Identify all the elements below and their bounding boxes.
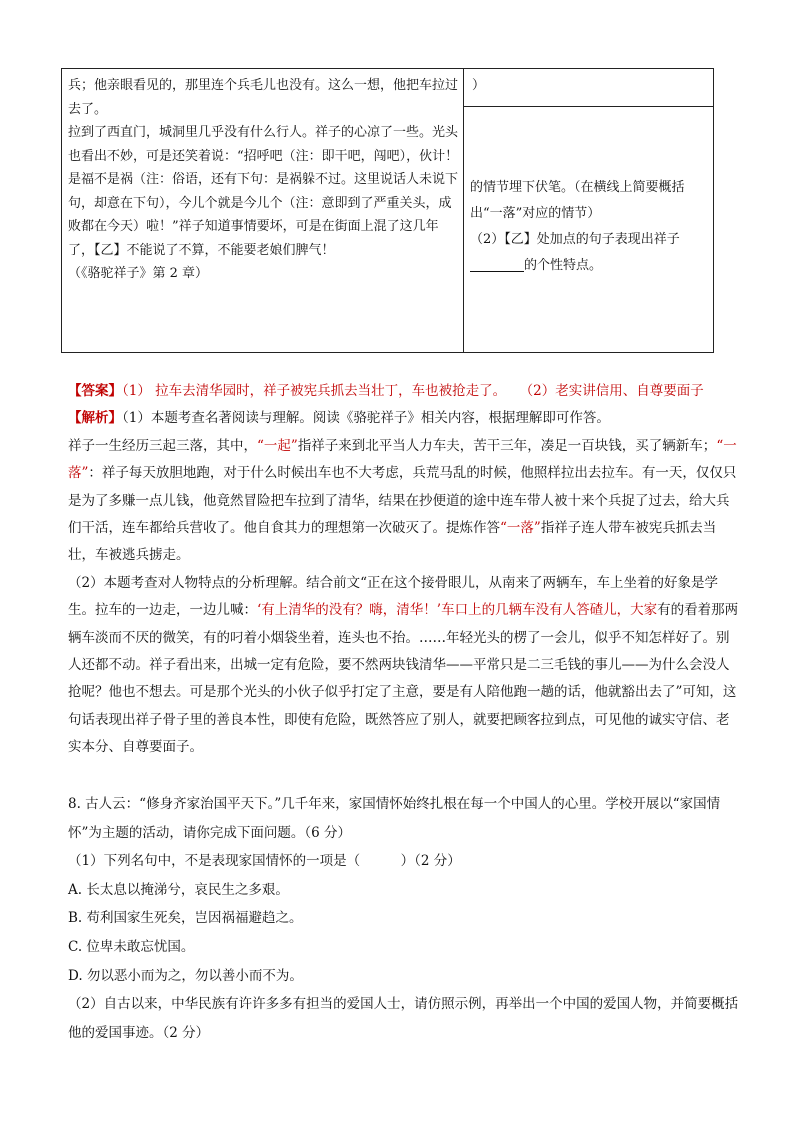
question-8-sub1: （1）下列名句中，不是表现家国情怀的一项是（ ）（2 分）	[68, 853, 461, 870]
analysis-p2-e: ：祥子每天放胆地跑，对于什么时候出车也不大考虑，兵荒马乱的时候，他照样拉出去拉车。有一天，仅仅只是为了多赚一点儿钱，他竟然冒险把车拉到了清华，结果在抄便道的途中连车带人被十来个兵捉了过去，给大兵们干活，连车都给兵营收了。他自食其力的理想第一次破灭了。提炼作答	[68, 465, 737, 537]
analysis-paragraph-2	[68, 433, 740, 570]
option-c: C. 位卑未敢忘忧国。	[68, 938, 195, 955]
passage-paragraph-2: 拉到了西直门，城洞里几乎没有什么行人。祥子的心凉了一些。光头也看出不妙，可是还笑着说：“招呼吧（注：即干吧，闯吧），伙计！是福不是祸（注：俗语，还有下句：是祸躲不过。这里说话人未说下句，却意在下句），今儿个就是今儿个（注：意即到了严重关头，成败都在今天）啦！”祥子知道事情要坏，可是在街面上混了这几年了，【乙】不能说了不算，不能要老娘们脾气！	[68, 125, 459, 258]
analysis-p3-c: 有的看着那两辆车淡而不厌的微笑，有的叼着小烟袋坐着，连头也不抬。……年轻光头的楞了一会儿，似乎不知怎样好了。别人还都不动。祥子看出来，出城一定有危险，要不然两块钱清华——平常只是二三毛钱的事儿——为什么会没人抢呢？他也不想去。可是那个光头的小伙子似乎打定了主意，要是有人陪他跑一趟的话，他就豁出去了”可知，这句话表现出祥子骨子里的善良本性，即使有危险，既然答应了别人，就要把顾客拉到点，可见他的诚实守信、老实本分、自尊要面子。	[68, 602, 739, 756]
analysis-p2-c: 指祥子来到北平当人力车夫，苦干三年，凑足一百块钱，买了辆新车；	[297, 437, 717, 454]
question-8-intro: 8. 古人云：“修身齐家治国平天下。”几千年来，家国情怀始终扎根在每一个中国人的心里。学校开展以“家国情怀”为主题的活动，请你完成下面问题。（6 分）	[68, 796, 721, 841]
analysis-paragraph-3	[68, 570, 740, 762]
question-8-sub2: （2）自古以来，中华民族有许许多多有担当的爱国人士，请仿照示例，再举出一个中国的爱国人物，并简要概括他的爱国事迹。（2 分）	[68, 996, 739, 1041]
option-a: A. 长太息以掩涕兮，哀民生之多艰。	[68, 881, 289, 898]
analysis-p3-a: （2）本题考查对人物特点的分析理解。结合前文“正在这个接骨眼儿，从南来了两辆车，车上坐着的好象是学生。拉车的一边走，一边儿喊：	[68, 574, 718, 619]
passage-cell	[68, 74, 460, 286]
question-table	[61, 68, 714, 353]
right-bottom-cell	[470, 175, 708, 279]
analysis-line-1	[68, 405, 740, 432]
analysis-p2-d: “一落”	[68, 437, 737, 482]
answer-analysis-section	[68, 378, 740, 762]
answer-blank	[470, 257, 524, 272]
table-column-divider	[463, 69, 464, 352]
analysis-p3-b: ‘有上清华的没有？嗨，清华！’车口上的几辆车没有人答碴儿，大家	[257, 602, 658, 619]
analysis-p2-g: 指祥子连人带车被宪兵抓去当壮，车被逃兵掳走。	[68, 520, 717, 564]
answer-text: （1） 拉车去清华园时，祥子被宪兵抓去当壮丁，车也被抢走了。 （2）老实讲信用、自尊要面子	[122, 383, 704, 399]
question-8-section	[68, 790, 740, 1047]
analysis-p2-f: “一落”	[500, 520, 541, 537]
passage-source: （《骆驼祥子》第 2 章）	[68, 266, 209, 281]
analysis-p2-a: 祥子一生经历三起三落，其中，	[68, 437, 257, 454]
question-line-2	[470, 227, 708, 279]
table-row-divider	[463, 106, 714, 107]
option-b: B. 苟利国家生死矣，岂因祸福避趋之。	[68, 910, 303, 927]
option-d: D. 勿以恶小而为之，勿以善小而不为。	[68, 967, 303, 984]
analysis-p2-b: “一起”	[257, 437, 298, 454]
question-2-prefix: （2）【乙】处加点的句子表现出祥子	[470, 232, 680, 247]
question-2-suffix: 的个性特点。	[524, 258, 603, 273]
analysis-p1: （1）本题考查名著阅读与理解。阅读《骆驼祥子》相关内容，根据理解即可作答。	[122, 410, 610, 427]
passage-paragraph-1: 兵；他亲眼看见的，那里连个兵毛儿也没有。这么一想，他把车拉过去了。	[68, 78, 459, 117]
answer-line	[68, 378, 740, 405]
question-line-1: 的情节埋下伏笔。（在横线上简要概括出“一落”对应的情节）	[470, 180, 685, 221]
analysis-label: 【解析】	[68, 410, 122, 427]
right-top-cell: ）	[472, 78, 486, 93]
answer-label: 【答案】	[68, 383, 122, 399]
